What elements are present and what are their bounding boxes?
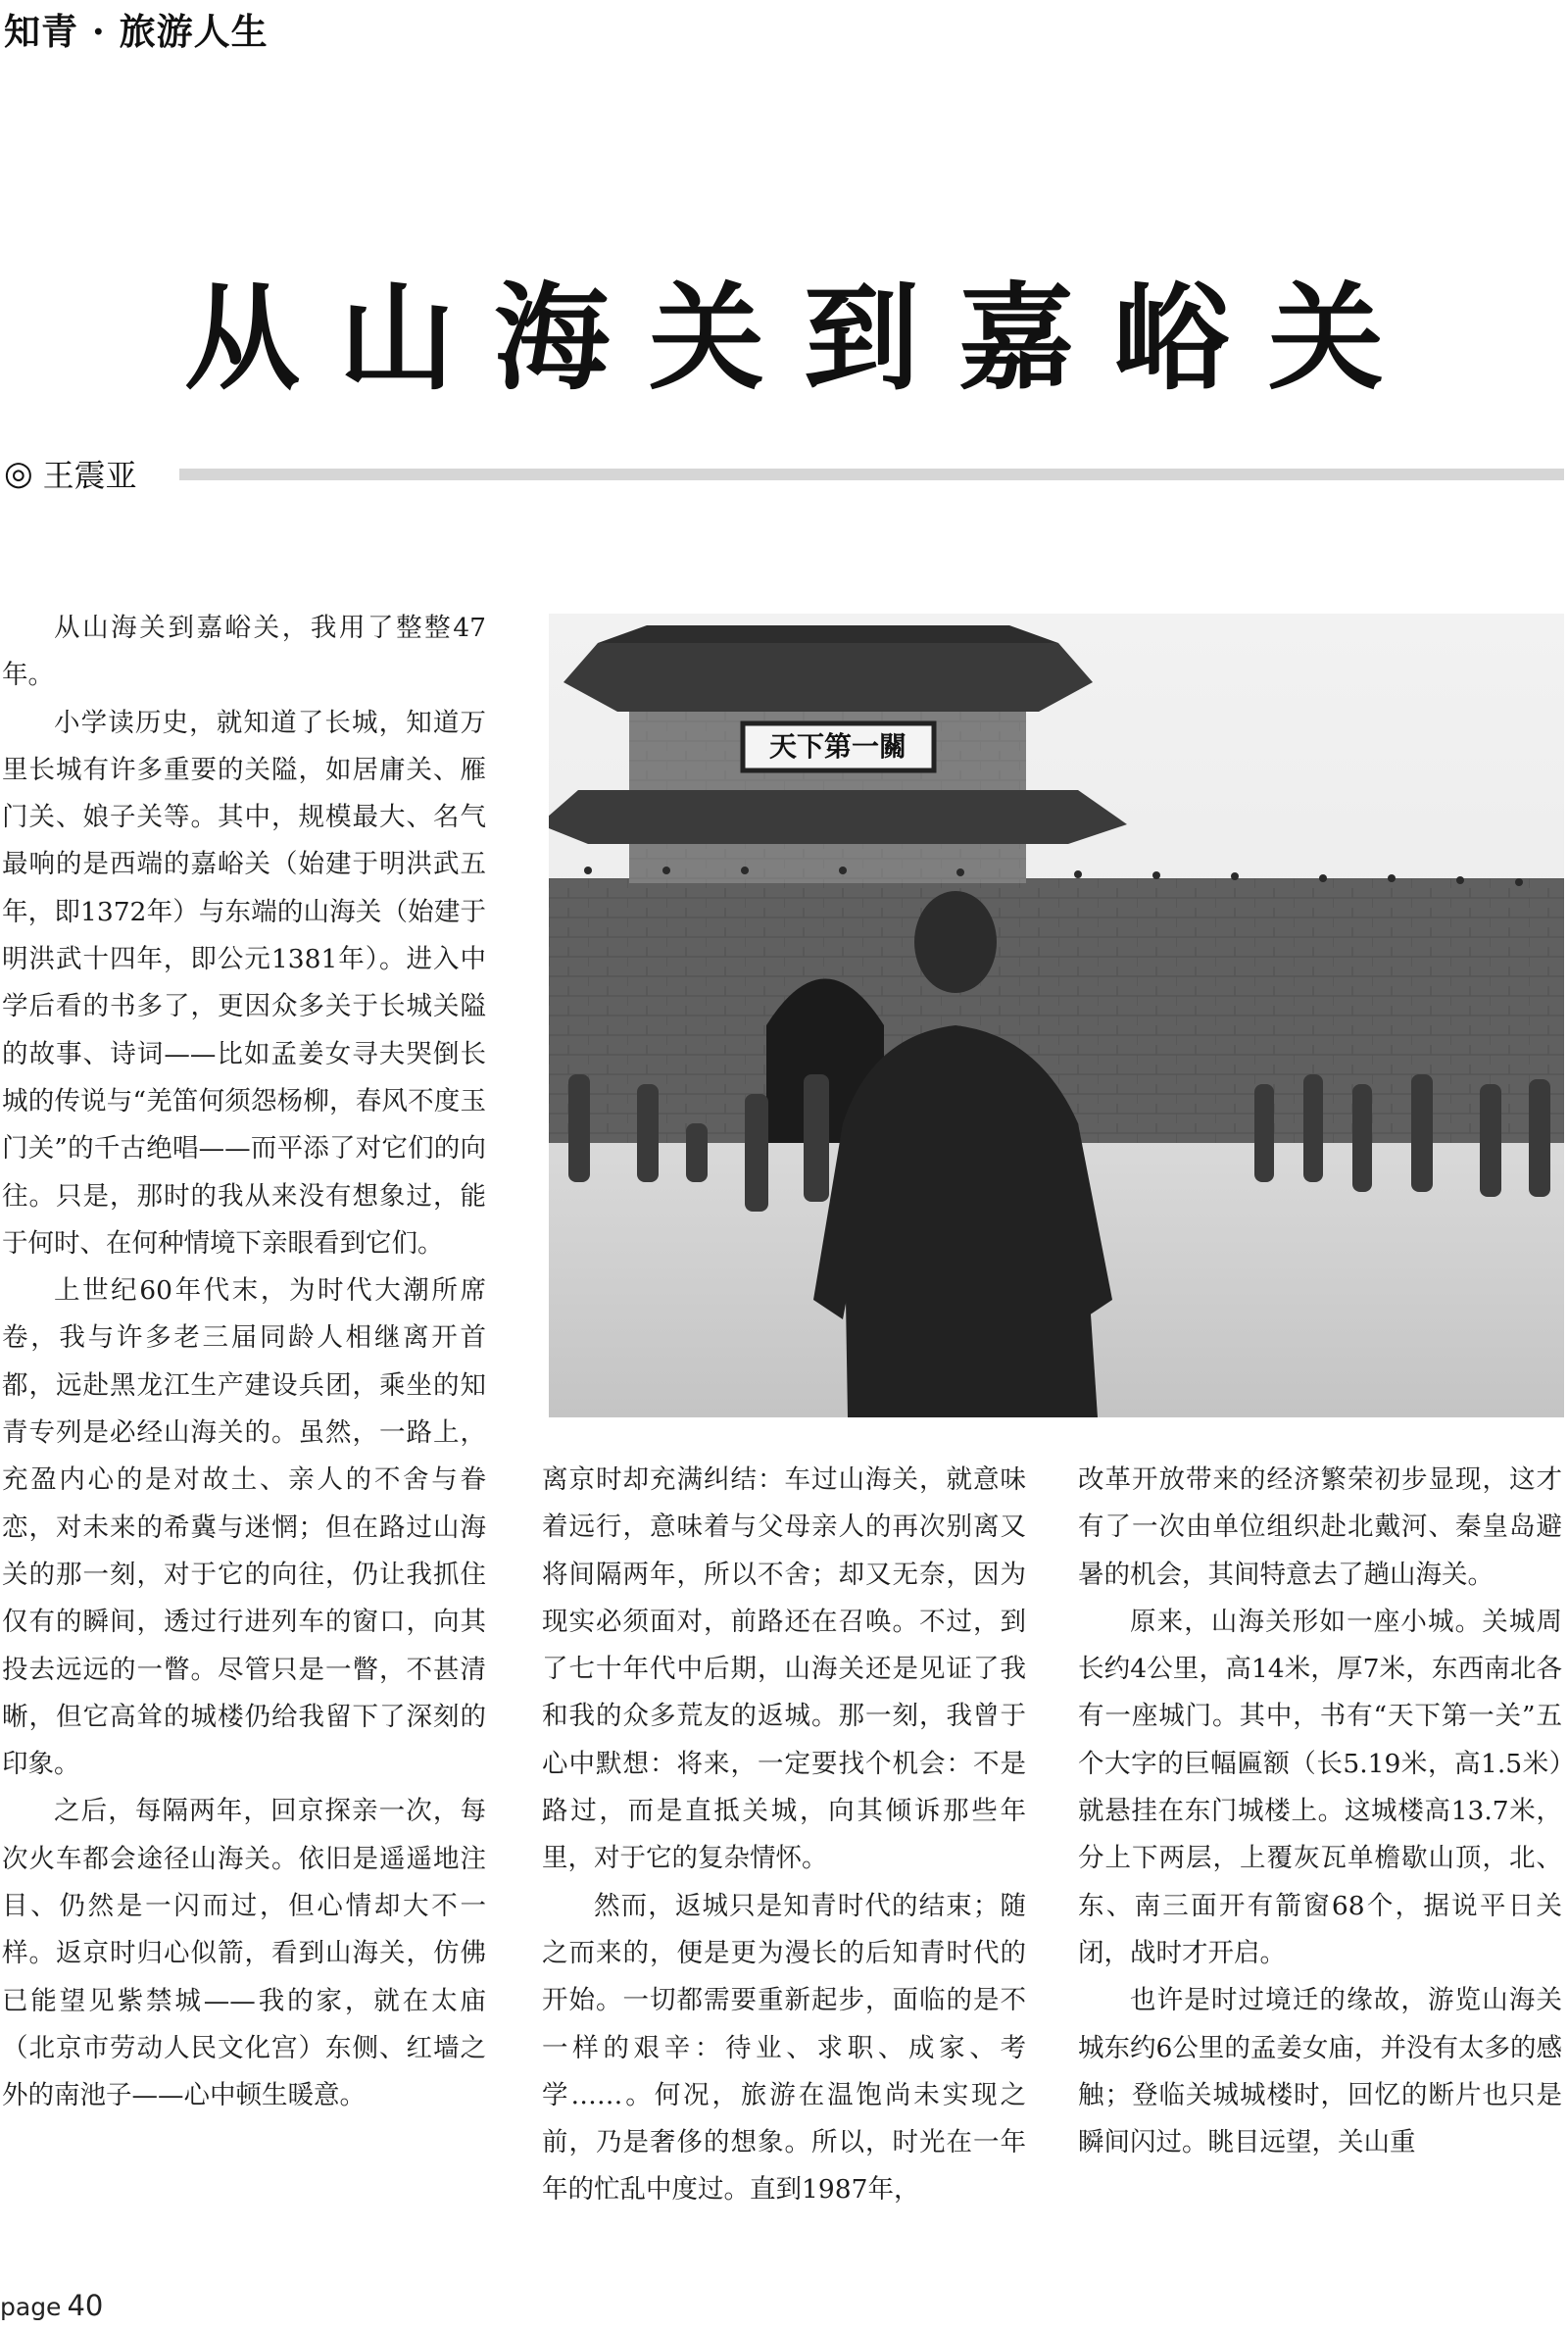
- svg-text:天下第一關: 天下第一關: [768, 730, 907, 763]
- paragraph: 原来，山海关形如一座小城。关城周长约4公里，高14米，厚7米，东西南北各有一座城门。其中，书有“天下第一关”五个大字的巨幅匾额（长5.19米，高1.5米）就悬挂在东门城楼上。这城楼高13.7米，分上下两层，上覆灰瓦单檐歇山顶，北、东、南三面开有箭窗68个，据说平日关闭，战时才开启。: [1078, 1606, 1562, 1968]
- article-photo: [549, 614, 1564, 1417]
- paragraph: 小学读历史，就知道了长城，知道万里长城有许多重要的关隘，如居庸关、雁门关、娘子关等。其中，规模最大、名气最响的是西端的嘉峪关（始建于明洪武五年，即1372年）与东端的山海关（始建于明洪武十四年，即公元1381年）。进入中学后看的书多了，更因众多关于长城关隘的故事、诗词——比如孟姜女寻夫哭倒长城的传说与“羌笛何须怨杨柳，春风不度玉门关”的千古绝唱——而平添了对它们的向往。只是，那时的我从来没有想象过，能于何时、在何种情境下亲眼看到它们。: [2, 707, 486, 1259]
- author-name: 王震亚: [42, 457, 137, 494]
- page-number: 40: [67, 2289, 104, 2322]
- article-title: 从山海关到嘉峪关: [183, 271, 1423, 406]
- paragraph: 上世纪60年代末，为时代大潮所席卷，我与许多老三届同龄人相继离开首都，远赴黑龙江生产建设兵团，乘坐的知青专列是必经山海关的。虽然，一路上，充盈内心的是对故土、亲人的不舍与眷恋，对未来的希冀与迷惘；但在路过山海关的那一刻，对于它的向往，仍让我抓住仅有的瞬间，透过行进列车的窗口，向其投去远远的一瞥。尽管只是一瞥，不甚清晰，但它高耸的城楼仍给我留下了深刻的印象。: [2, 1275, 486, 1780]
- byline: [4, 449, 137, 498]
- upper-roof: [564, 643, 1093, 712]
- column-3: [1078, 1457, 1562, 2166]
- photo-illustration: [549, 614, 1564, 1417]
- column-2: [542, 1457, 1026, 2214]
- byline-mark: ◎: [4, 454, 33, 493]
- paragraph: 改革开放带来的经济繁荣初步显现，这才有了一次由单位组织赴北戴河、秦皇岛避暑的机会，其间特意去了趟山海关。: [1078, 1464, 1562, 1590]
- paragraph: 离京时却充满纠结：车过山海关，就意味着远行，意味着与父母亲人的再次别离又将间隔两年，所以不舍；却又无奈，因为现实必须面对，前路还在召唤。不过，到了七十年代中后期，山海关还是见证了我和我的众多荒友的返城。那一刻，我曾于心中默想：将来，一定要找个机会：不是路过，而是直抵关城，向其倾诉那些年里，对于它的复杂情怀。: [542, 1464, 1026, 1874]
- paragraph: 从山海关到嘉峪关，我用了整整47年。: [2, 613, 486, 691]
- paragraph: 之后，每隔两年，回京探亲一次，每次火车都会途径山海关。依旧是遥遥地注目、仍然是一闪而过，但心情却大不一样。返京时归心似箭，看到山海关，仿佛已能望见紫禁城——我的家，就在太庙（北京市劳动人民文化宫）东侧、红墙之外的南池子——心中顿生暖意。: [2, 1796, 486, 2111]
- paragraph: 也许是时过境迁的缘故，游览山海关城东约6公里的孟姜女庙，并没有太多的感触；登临关城城楼时，回忆的断片也只是瞬间闪过。眺目远望，关山重: [1078, 1985, 1562, 2158]
- page-footer: [0, 2289, 103, 2322]
- page-word: page: [0, 2293, 62, 2321]
- byline-rule: [179, 469, 1564, 480]
- paragraph: 然而，返城只是知青时代的结束；随之而来的，便是更为漫长的后知青时代的开始。一切都需要重新起步，面临的是不一样的艰辛：待业、求职、成家、考学……。何况，旅游在温饱尚未实现之前，乃是奢侈的想象。所以，时光在一年年的忙乱中度过。直到1987年，: [542, 1890, 1026, 2206]
- section-label: 知青 · 旅游人生: [4, 10, 269, 53]
- lower-roof: [549, 790, 1127, 844]
- column-1: [2, 605, 486, 2120]
